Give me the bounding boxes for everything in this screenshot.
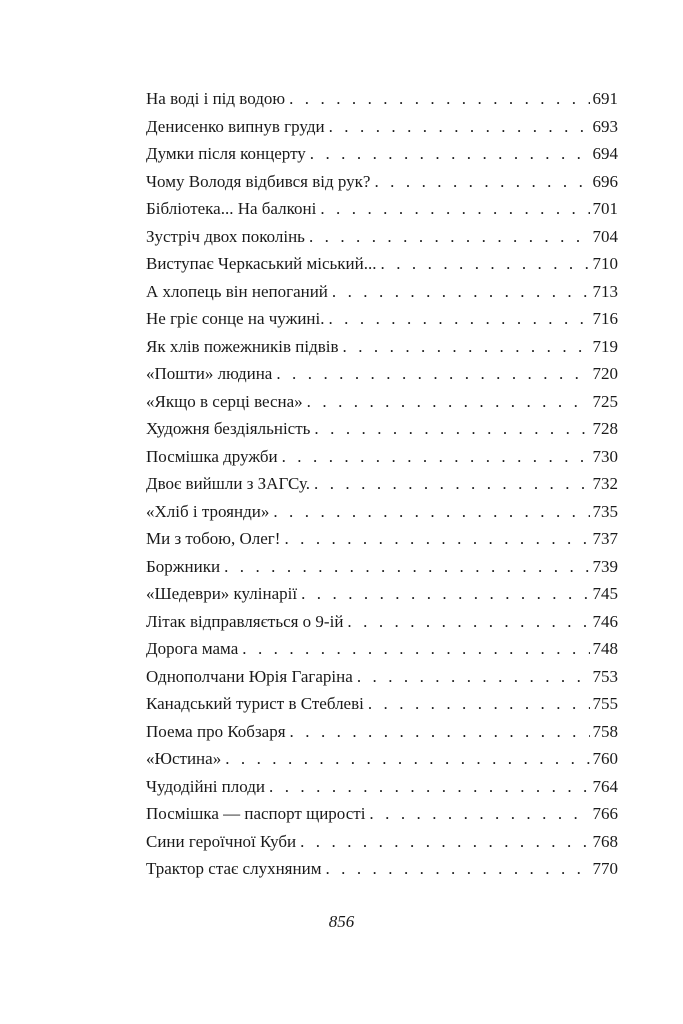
entry-page-number: 719	[592, 336, 618, 356]
entry-title: Посмішка — паспорт щирості	[146, 804, 366, 823]
entry-title: Бібліотека... На балконі	[146, 199, 317, 218]
dot-leader	[314, 470, 589, 498]
dot-leader	[282, 443, 590, 471]
dot-leader	[328, 305, 589, 333]
entry-page-number: 766	[592, 804, 618, 823]
toc-entry	[146, 745, 618, 773]
entry-page-number: 746	[592, 611, 618, 631]
entry-title: Ми з тобою, Олег!	[146, 529, 281, 548]
toc-entry	[146, 580, 618, 608]
entry-page-number: 760	[592, 749, 618, 768]
toc-entry	[146, 360, 618, 388]
entry-page-number: 701	[592, 199, 618, 218]
entry-page-number: 713	[592, 281, 618, 301]
dot-leader	[224, 553, 589, 581]
entry-title: Чудодійні плоди	[146, 776, 266, 796]
entry-title: Трактор стає слухняним	[146, 859, 322, 878]
dot-leader	[357, 663, 590, 691]
toc-entry	[146, 470, 618, 498]
dot-leader	[276, 360, 589, 388]
entry-page-number: 739	[592, 556, 618, 576]
toc-entry	[146, 113, 618, 141]
entry-page-number: 691	[592, 89, 618, 108]
dot-leader	[320, 195, 589, 223]
toc-entry	[146, 773, 618, 801]
toc-entry	[146, 168, 618, 196]
toc-entry	[146, 305, 618, 333]
dot-leader	[269, 773, 589, 801]
entry-page-number: 732	[592, 474, 618, 493]
dot-leader	[374, 168, 589, 196]
entry-title: Зустріч двох поколінь	[146, 226, 305, 246]
dot-leader	[332, 278, 590, 306]
entry-page-number: 758	[592, 721, 618, 741]
entry-title: Не гріє сонце на чужині.	[146, 309, 325, 328]
entry-page-number: 770	[592, 859, 618, 878]
entry-title: Літак відправляється о 9-ій	[146, 611, 344, 631]
toc-entry	[146, 388, 618, 416]
entry-page-number: 694	[592, 144, 618, 163]
entry-title: Як хлів пожежників підвів	[146, 336, 339, 356]
entry-page-number: 696	[592, 171, 618, 191]
dot-leader	[273, 498, 589, 526]
dot-leader	[310, 140, 590, 168]
entry-page-number: 764	[592, 776, 618, 796]
dot-leader	[300, 828, 589, 856]
entry-page-number: 720	[592, 364, 618, 383]
entry-title: «Юстина»	[146, 749, 222, 768]
toc-entry	[146, 608, 618, 636]
entry-title: А хлопець він непоганий	[146, 281, 328, 301]
entry-page-number: 745	[592, 584, 618, 603]
toc-entry	[146, 223, 618, 251]
dot-leader	[325, 855, 589, 883]
dot-leader	[329, 113, 590, 141]
dot-leader	[368, 690, 590, 718]
dot-leader	[289, 85, 589, 113]
entry-title: Поема про Кобзаря	[146, 721, 286, 741]
dot-leader	[314, 415, 589, 443]
dot-leader	[309, 223, 590, 251]
toc-entry	[146, 800, 618, 828]
page-number: 856	[328, 912, 355, 931]
entry-page-number: 710	[592, 254, 618, 273]
toc-entry	[146, 690, 618, 718]
entry-page-number: 693	[592, 116, 618, 136]
entry-title: Боржники	[146, 556, 221, 576]
entry-page-number: 755	[592, 694, 618, 713]
entry-page-number: 704	[592, 226, 618, 246]
entry-title: «Хліб і троянди»	[146, 501, 270, 521]
entry-page-number: 730	[592, 446, 618, 466]
entry-title: Виступає Черкаський міський...	[146, 254, 377, 273]
entry-page-number: 725	[592, 391, 618, 411]
dot-leader	[225, 745, 589, 773]
dot-leader	[369, 800, 589, 828]
toc-entry	[146, 525, 618, 553]
entry-page-number: 753	[592, 666, 618, 686]
entry-title: Художня бездіяльність	[146, 419, 311, 438]
toc-entry	[146, 333, 618, 361]
toc-entry	[146, 443, 618, 471]
toc-entry	[146, 828, 618, 856]
entry-page-number: 768	[592, 831, 618, 851]
entry-title: Канадський турист в Стеблеві	[146, 694, 364, 713]
toc-entry	[146, 250, 618, 278]
entry-page-number: 728	[592, 419, 618, 438]
dot-leader	[381, 250, 590, 278]
entry-page-number: 735	[592, 501, 618, 521]
toc-entry	[146, 635, 618, 663]
entry-page-number: 737	[592, 529, 618, 548]
table-of-contents	[146, 85, 618, 883]
dot-leader	[242, 635, 589, 663]
entry-title: «Шедеври» кулінарії	[146, 584, 298, 603]
dot-leader	[307, 388, 590, 416]
entry-title: Денисенко випнув груди	[146, 116, 325, 136]
dot-leader	[284, 525, 589, 553]
dot-leader	[301, 580, 589, 608]
entry-title: На воді і під водою	[146, 89, 286, 108]
entry-title: Чому Володя відбився від рук?	[146, 171, 371, 191]
toc-entry	[146, 278, 618, 306]
entry-title: «Якщо в серці весна»	[146, 391, 303, 411]
toc-entry	[146, 855, 618, 883]
toc-entry	[146, 85, 618, 113]
entry-title: Посмішка дружби	[146, 446, 278, 466]
toc-entry	[146, 718, 618, 746]
toc-entry	[146, 553, 618, 581]
dot-leader	[290, 718, 590, 746]
entry-title: Дорога мама	[146, 639, 239, 658]
toc-entry	[146, 415, 618, 443]
entry-page-number: 748	[592, 639, 618, 658]
entry-title: Двоє вийшли з ЗАГСу.	[146, 474, 311, 493]
entry-title: Думки після концерту	[146, 144, 306, 163]
toc-entry	[146, 498, 618, 526]
toc-entry	[146, 663, 618, 691]
entry-title: Сини героїчної Куби	[146, 831, 297, 851]
dot-leader	[347, 608, 589, 636]
dot-leader	[343, 333, 590, 361]
entry-title: Однополчани Юрія Гагаріна	[146, 666, 353, 686]
entry-page-number: 716	[592, 309, 618, 328]
entry-title: «Пошти» людина	[146, 364, 273, 383]
toc-entry	[146, 195, 618, 223]
toc-entry	[146, 140, 618, 168]
